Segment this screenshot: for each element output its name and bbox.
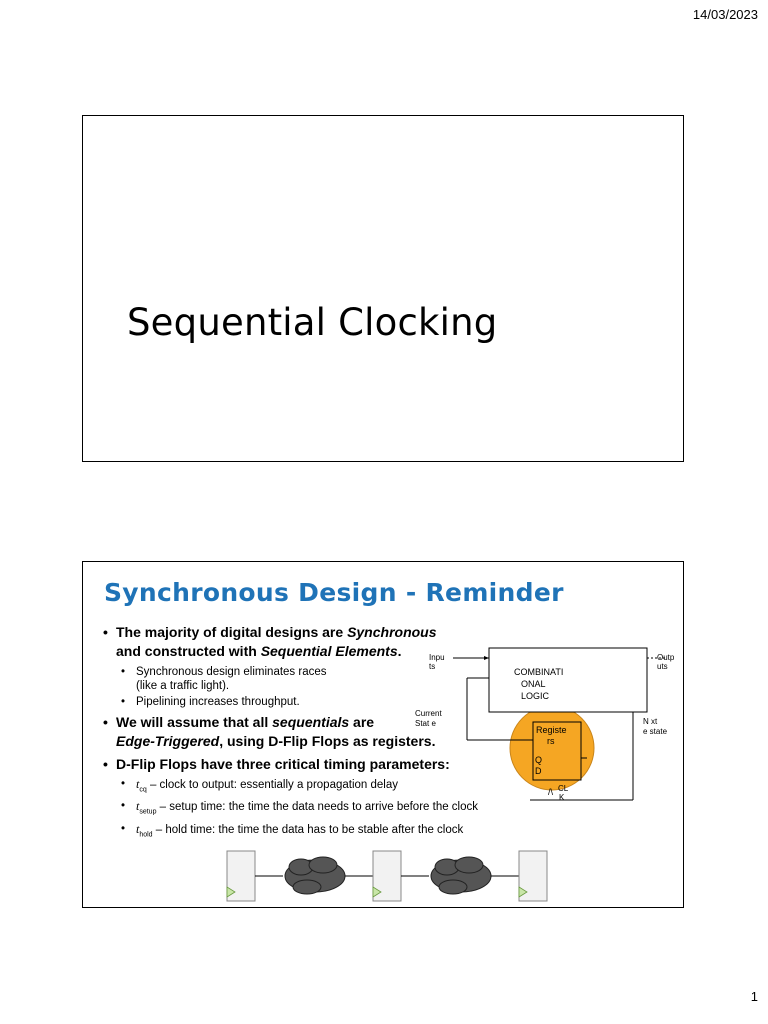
param-text: – clock to output: essentially a propagation delay [146, 779, 398, 791]
logic-cloud-2 [431, 857, 491, 894]
clk-symbol: /\ [548, 787, 554, 797]
param-thold [103, 822, 543, 842]
logic-label: ONAL [521, 679, 546, 689]
current-state-label: Stat e [415, 719, 436, 728]
inputs-label: Inpu [429, 653, 445, 662]
sub-bullet-text: (like a traffic light). [136, 680, 230, 692]
logic-label: LOGIC [521, 691, 550, 701]
param-subscript: setup [139, 808, 157, 816]
register-q: Q [535, 755, 543, 765]
bullet-emphasis: Synchronous [347, 624, 437, 640]
page-number: 1 [750, 989, 758, 1004]
clk-label: CL [558, 784, 569, 793]
next-state-label: e state [643, 727, 668, 736]
param-text: – hold time: the time the data has to be stable after the clock [152, 823, 464, 836]
bullet-text: and constructed with [116, 643, 261, 659]
param-symbol: t [136, 777, 140, 791]
page-date: 14/03/2023 [692, 7, 758, 22]
param-symbol: t [136, 799, 140, 814]
bullet-emphasis: sequentials [272, 714, 350, 730]
combinational-logic-box [489, 648, 647, 712]
param-text: – setup time: the time the data needs to arrive before the clock [156, 801, 479, 814]
slide-2 [82, 561, 684, 908]
outputs-label: Outp [657, 653, 675, 662]
sub-bullet-text: Synchronous design eliminates races [136, 666, 327, 678]
pipeline-diagram [223, 849, 553, 905]
bullet-text: We will assume that all [116, 714, 273, 730]
sub-bullet-text: Pipelining increases throughput. [136, 696, 300, 708]
slide-1 [82, 115, 684, 462]
slide-1-title: Sequential Clocking [127, 301, 498, 344]
bullet-text: are [349, 714, 375, 730]
bullet-text: , using D-Flip Flops as registers. [219, 733, 436, 749]
next-state-label: N xt [643, 717, 658, 726]
logic-label: COMBINATI [514, 667, 564, 677]
bullet-text: . [397, 643, 402, 659]
register-d: D [535, 766, 542, 776]
bullet-text: D-Flip Flops have three critical timing parameters: [116, 756, 450, 772]
logic-cloud-1 [285, 857, 345, 894]
outputs-label: uts [657, 662, 668, 671]
bullet-emphasis: Edge-Triggered [116, 733, 220, 749]
bullet-emphasis: Sequential Elements [260, 643, 398, 659]
param-subscript: cq [139, 786, 147, 794]
register-label: rs [547, 736, 555, 746]
clk-label: K [559, 793, 565, 802]
param-subscript: hold [139, 830, 153, 838]
register-label: Registe [536, 725, 567, 735]
fsm-diagram [405, 640, 684, 810]
current-state-label: Current [415, 709, 442, 718]
param-symbol: t [136, 821, 140, 836]
inputs-label: ts [429, 662, 436, 671]
slide-2-title: Synchronous Design - Reminder [104, 578, 564, 607]
bullet-text: The majority of digital designs are [116, 624, 348, 640]
